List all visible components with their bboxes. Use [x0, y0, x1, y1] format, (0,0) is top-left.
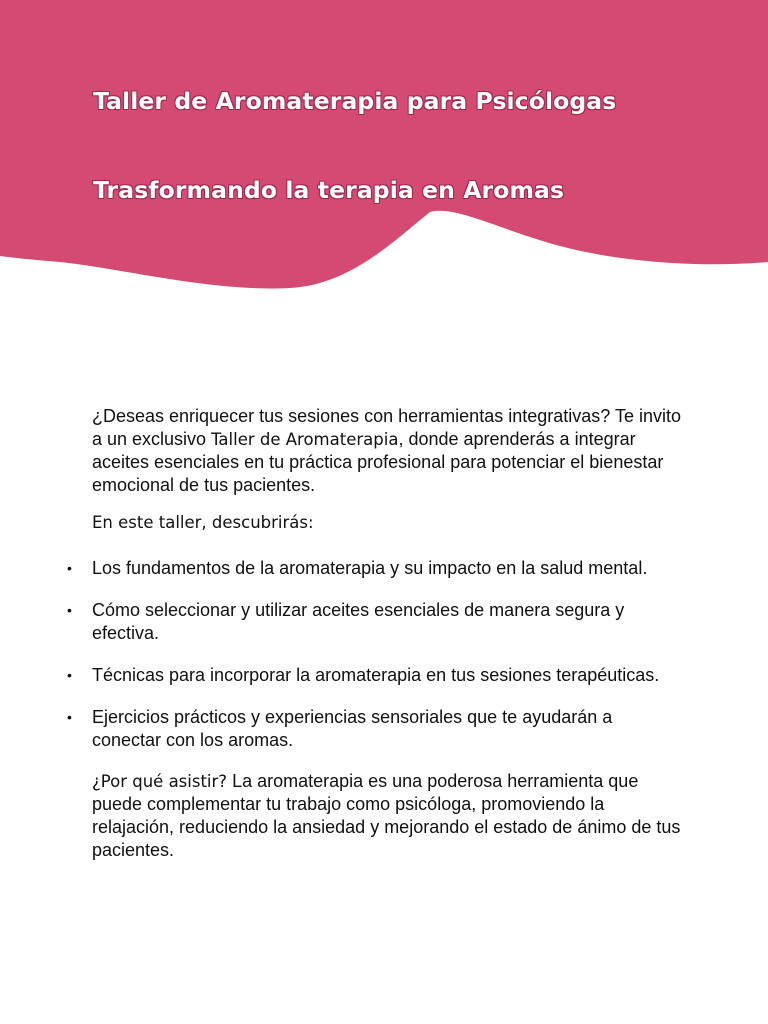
list-item-text: Cómo seleccionar y utilizar aceites esenciales de manera segura y efectiva.	[92, 600, 625, 643]
intro-text-after: , donde aprenderás a integrar aceites esenciales en tu práctica profesional para potenciar el bienestar emocional de tus pacientes.	[92, 429, 664, 495]
list-item-text: Los fundamentos de la aromaterapia y su impacto en la salud mental.	[92, 558, 648, 578]
intro-highlight: Taller de Aromaterapia	[211, 430, 399, 449]
bullet-icon: •	[67, 602, 72, 618]
list-item	[67, 557, 682, 580]
list-item-text: Ejercicios prácticos y experiencias sensoriales que te ayudarán a conectar con los aromas.	[92, 707, 613, 750]
header-wave-banner	[0, 0, 768, 300]
why-attend-label: ¿Por qué asistir?	[92, 772, 228, 791]
why-attend-text: La aromaterapia es una poderosa herramienta que puede complementar tu trabajo como psicóloga, promoviendo la relajación, reduciendo la ansiedad y mejorando el estado de ánimo de tus pacientes.	[92, 771, 681, 860]
why-attend-paragraph	[92, 770, 682, 862]
list-item-text: Técnicas para incorporar la aromaterapia en tus sesiones terapéuticas.	[92, 665, 660, 685]
document-body	[67, 405, 682, 862]
page-title: Taller de Aromaterapia para Psicólogas	[93, 87, 617, 115]
bullet-icon: •	[67, 560, 72, 576]
section-heading: En este taller, descubrirás:	[92, 513, 314, 532]
list-item	[67, 599, 682, 645]
header-wave-shape	[0, 0, 768, 288]
intro-text-before: ¿Deseas enriquecer tus sesiones con herramientas integrativas? Te invito a un exclusivo	[92, 406, 681, 449]
list-item	[67, 706, 682, 752]
list-item	[67, 664, 682, 687]
intro-paragraph	[92, 405, 682, 497]
page-subtitle: Trasformando la terapia en Aromas	[93, 176, 565, 204]
benefits-list	[67, 557, 682, 752]
bullet-icon: •	[67, 709, 72, 725]
bullet-icon: •	[67, 667, 72, 683]
